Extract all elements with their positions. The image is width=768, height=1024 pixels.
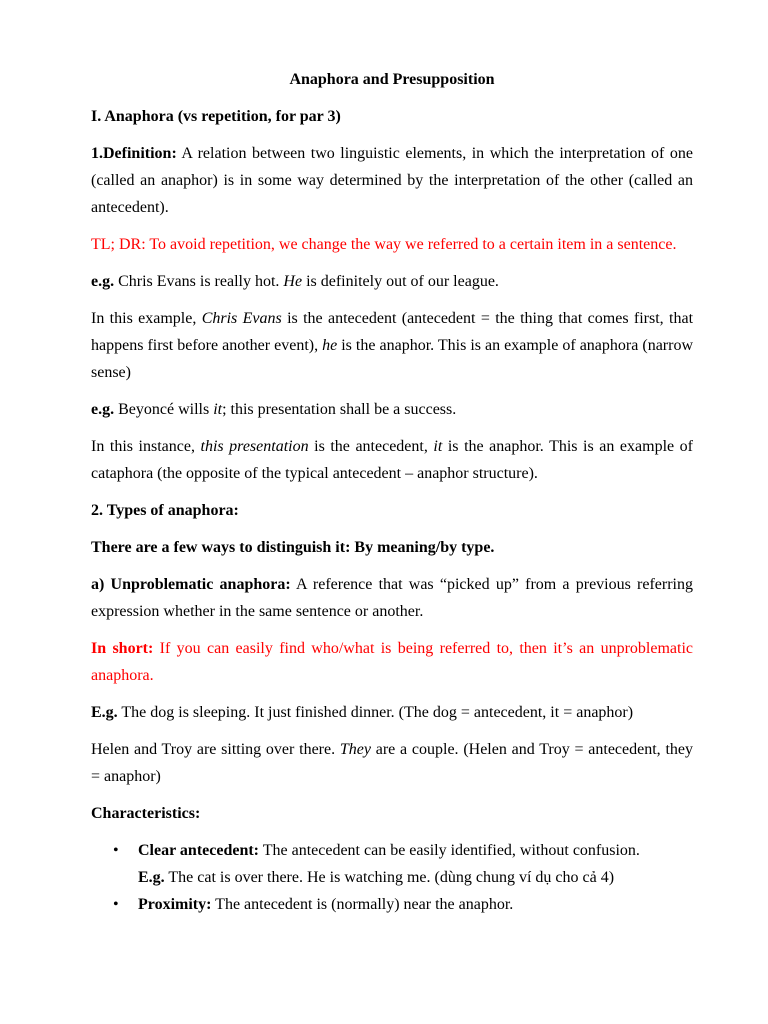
characteristics-list bbox=[91, 837, 693, 918]
tldr-paragraph: TL; DR: To avoid repetition, we change the way we referred to a certain item in a sentence. bbox=[91, 236, 677, 253]
definition-label: 1.Definition: bbox=[91, 145, 177, 162]
example-2: e.g. Beyoncé wills it; this presentation shall be a success. bbox=[91, 401, 457, 418]
document-body bbox=[91, 66, 693, 918]
page-title: Anaphora and Presupposition bbox=[289, 71, 495, 88]
explanation-1: In this example, Chris Evans is the antecedent (antecedent = the thing that comes first, that happens first before another event), he is the anaphor. This is an example of anaphora (narrow sense) bbox=[91, 310, 694, 381]
definition-paragraph: 1.Definition: A relation between two linguistic elements, in which the interpretation of one (called an anaphor) is in some way determined by the interpretation of the other (called an antecedent). bbox=[91, 145, 693, 216]
helen-troy-example: Helen and Troy are sitting over there. They are a couple. (Helen and Troy = antecedent, they = anaphor) bbox=[91, 741, 693, 785]
characteristics-heading: Characteristics: bbox=[91, 805, 201, 822]
in-short-paragraph: In short: If you can easily find who/what is being referred to, then it’s an unproblematic anaphora. bbox=[91, 640, 693, 684]
example-3: E.g. The dog is sleeping. It just finished dinner. (The dog = antecedent, it = anaphor) bbox=[91, 704, 634, 721]
ways-heading: There are a few ways to distinguish it: By meaning/by type. bbox=[91, 539, 495, 556]
section-heading-anaphora: I. Anaphora (vs repetition, for par 3) bbox=[91, 108, 341, 125]
explanation-2: In this instance, this presentation is the antecedent, it is the anaphor. This is an example of cataphora (the opposite of the typical antecedent – anaphor structure). bbox=[91, 438, 693, 482]
bullet-icon: • bbox=[113, 842, 119, 859]
unproblematic-paragraph: a) Unproblematic anaphora: A reference that was “picked up” from a previous referring expression whether in the same sentence or another. bbox=[91, 576, 694, 620]
example-1: e.g. Chris Evans is really hot. He is definitely out of our league. bbox=[91, 273, 499, 290]
list-item: • Clear antecedent: The antecedent can be easily identified, without confusion. E.g. The cat is over there. He is watching me. (dùng chung ví dụ cho cả 4) bbox=[91, 837, 693, 891]
types-heading: 2. Types of anaphora: bbox=[91, 502, 239, 519]
bullet-icon: • bbox=[113, 896, 119, 913]
list-item: • Proximity: The antecedent is (normally) near the anaphor. bbox=[91, 891, 693, 918]
